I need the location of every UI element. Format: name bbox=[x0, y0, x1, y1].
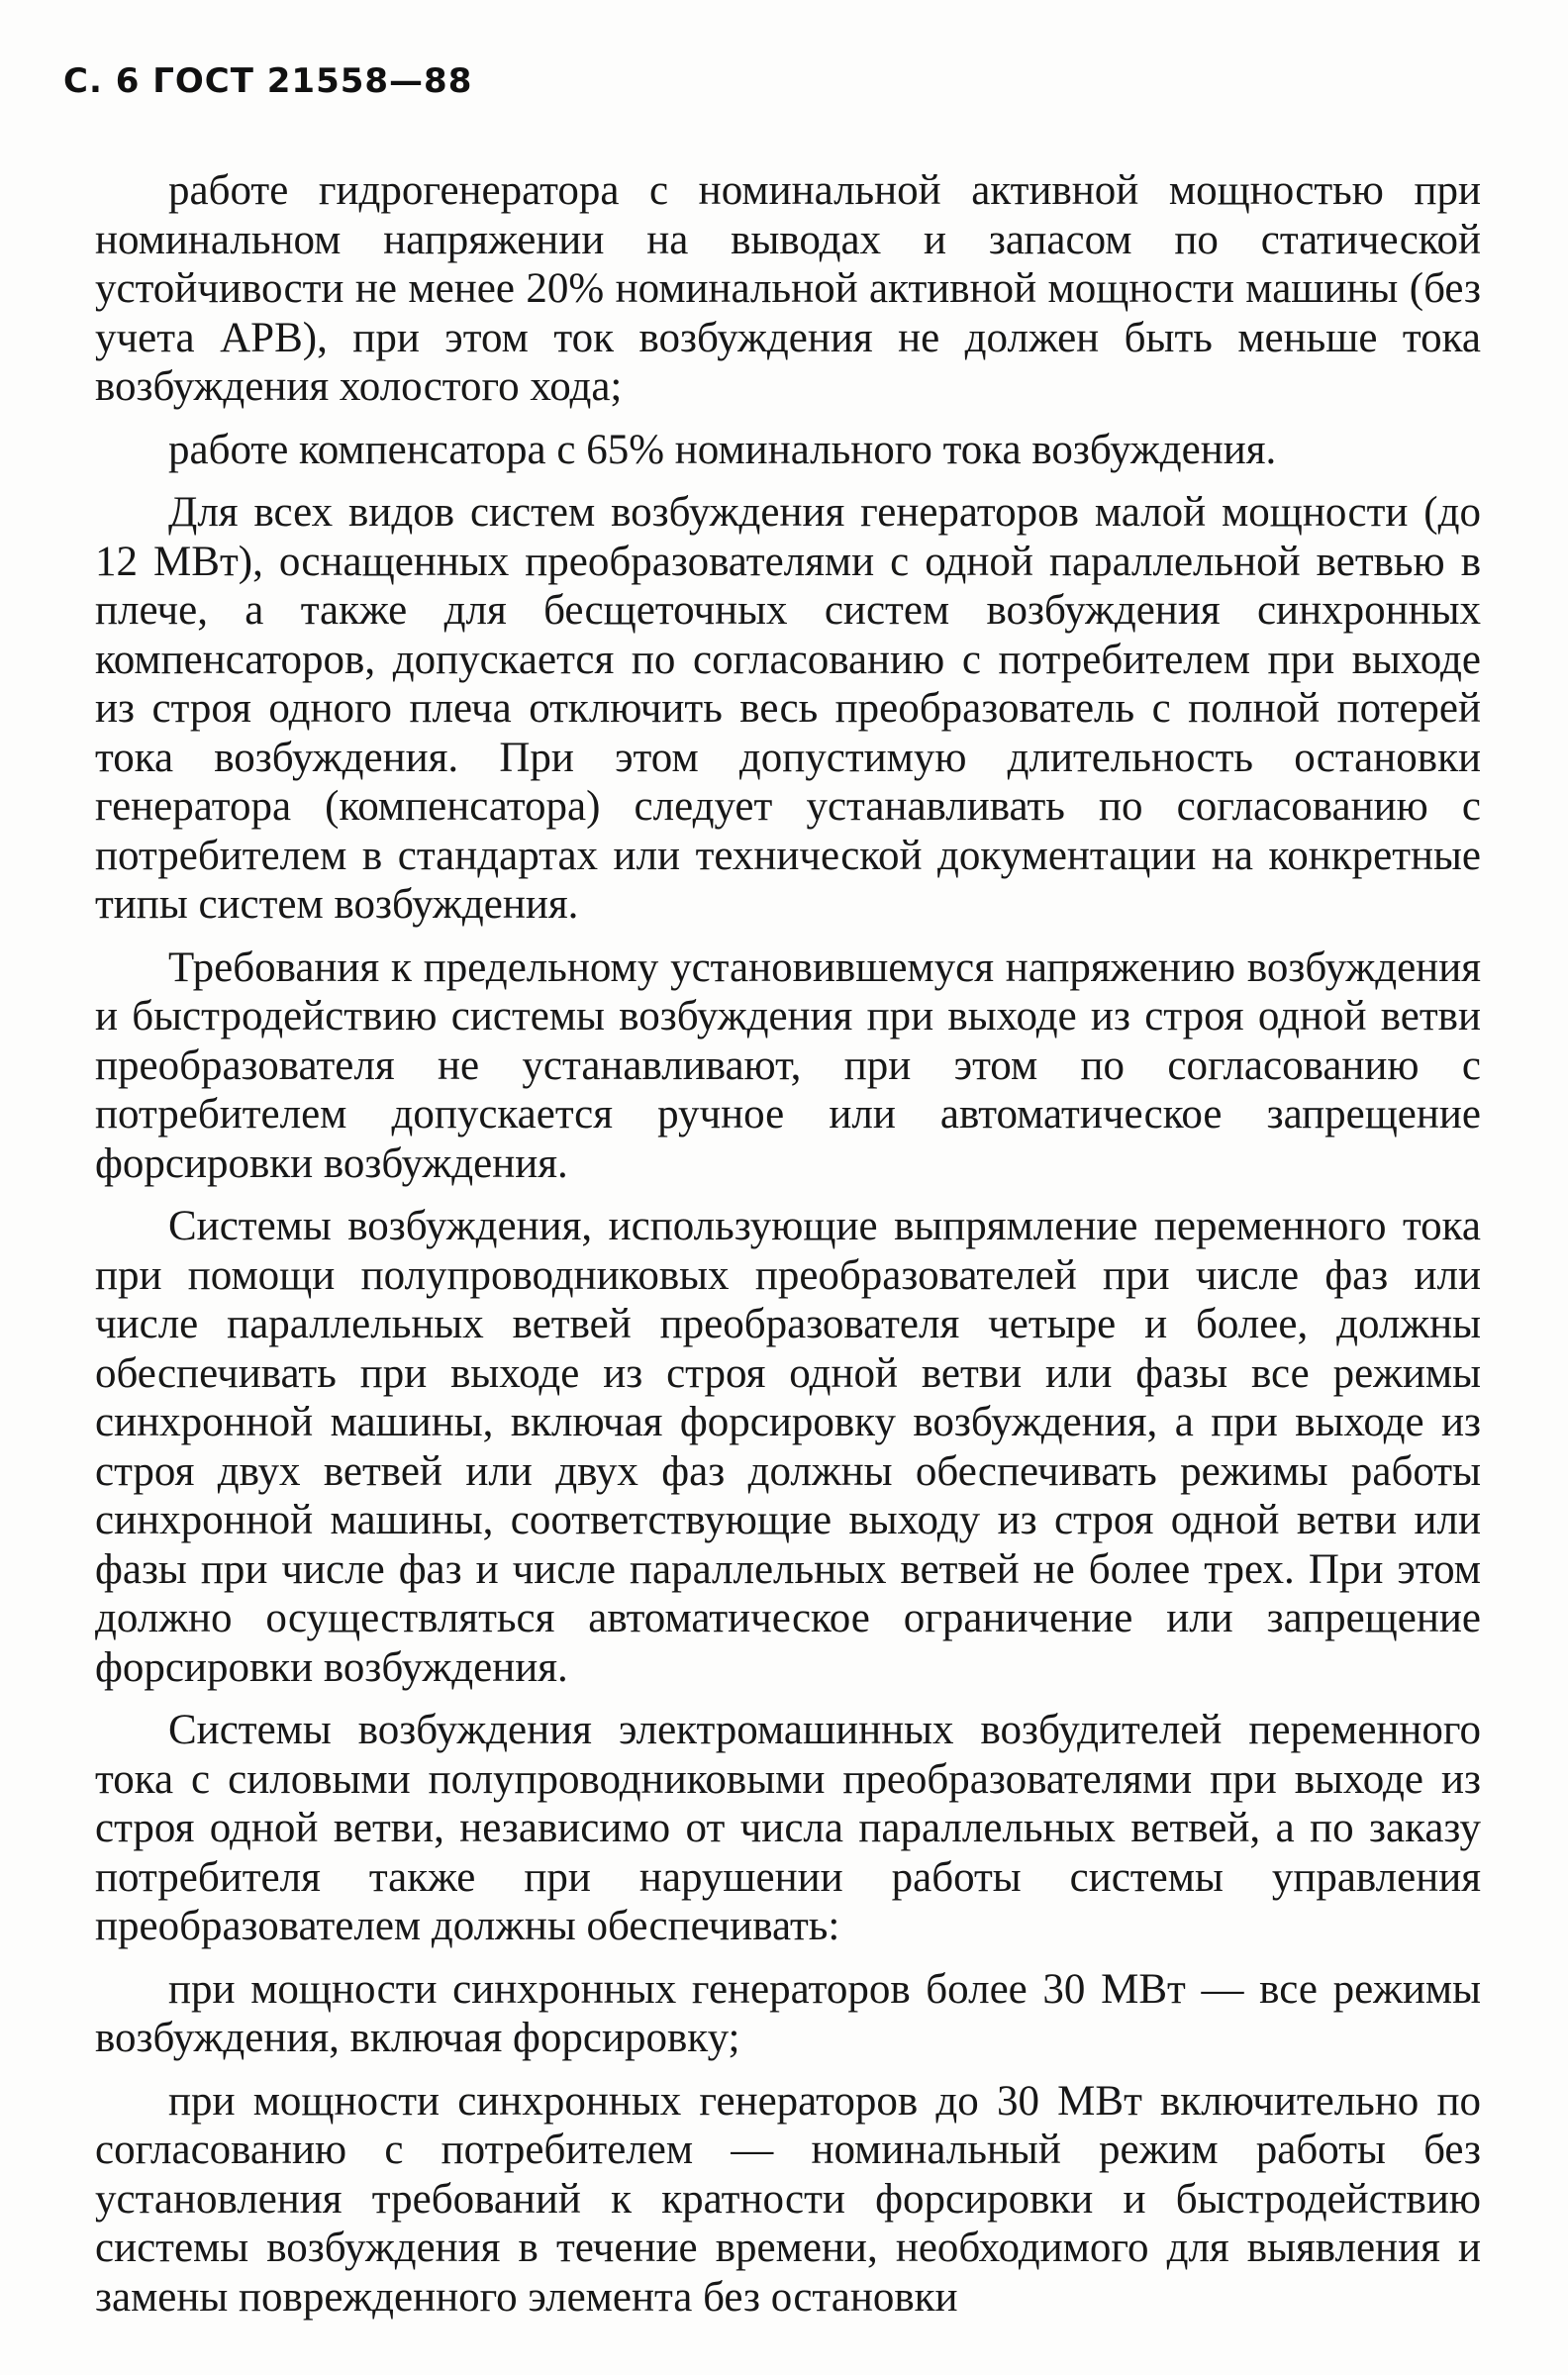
body-text bbox=[95, 166, 1481, 2335]
paragraph-semiconductor-converters: Системы возбуждения, использующие выпрямление переменного тока при помощи полупроводниковых преобразователей при числе фаз или числе параллельных ветвей преобразователя четыре и более, должны обеспечивать при выходе из строя одной ветви или фазы все режимы синхронной машины, включая форсировку возбуждения, а при выходе из строя двух ветвей или двух фаз должны обеспечивать режимы работы синхронной машины, соответствующие выходу из строя одной ветви или фазы при числе фаз и числе параллельных ветвей не более трех. При этом должно осуществляться автоматическое ограничение или запрещение форсировки возбуждения. bbox=[95, 1203, 1481, 1691]
running-head: С. 6 ГОСТ 21558—88 bbox=[63, 61, 473, 101]
paragraph-small-power-generators: Для всех видов систем возбуждения генераторов малой мощности (до 12 МВт), оснащенных преобразователями с одной параллельной ветвью в плече, а также для бесщеточных систем возбуждения синхронных компенсаторов, допускается по согласованию с потребителем при выходе из строя одного плеча отключить весь преобразователь с полной потерей тока возбуждения. При этом допустимую длительность остановки генератора (компенсатора) следует устанавливать по согласованию с потребителем в стандартах или технической документации на конкретные типы систем возбуждения. bbox=[95, 489, 1481, 928]
paragraph-hydrogenerator: работе гидрогенератора с номинальной активной мощностью при номинальном напряжении на выводах и запасом по статической устойчивости не менее 20% номинальной активной мощности машины (без учета АРВ), при этом ток возбуждения не должен быть меньше тока возбуждения холостого хода; bbox=[95, 167, 1481, 410]
paragraph-voltage-requirements: Требования к предельному установившемуся напряжению возбуждения и быстродействию системы возбуждения при выходе из строя одной ветви преобразователя не устанавливают, при этом по согласованию с потребителем допускается ручное или автоматическое запрещение форсировки возбуждения. bbox=[95, 943, 1481, 1187]
paragraph-compensator: работе компенсатора с 65% номинального тока возбуждения. bbox=[168, 426, 1277, 473]
paragraph-above-30mw: при мощности синхронных генераторов более 30 МВт — все режимы возбуждения, включая форсировку; bbox=[95, 1965, 1481, 2061]
paragraph-up-to-30mw: при мощности синхронных генераторов до 30 МВт включительно по согласованию с потребителем — номинальный режим работы без установления требований к кратности форсировки и быстродействию системы возбуждения в течение времени, необходимого для выявления и замены поврежденного элемента без остановки bbox=[95, 2077, 1481, 2321]
paragraph-electromachine-exciters: Системы возбуждения электромашинных возбудителей переменного тока с силовыми полупроводниковыми преобразователями при выходе из строя одной ветви, независимо от числа параллельных ветвей, а по заказу потребителя также при нарушении работы системы управления преобразователем должны обеспечивать: bbox=[95, 1707, 1481, 1949]
